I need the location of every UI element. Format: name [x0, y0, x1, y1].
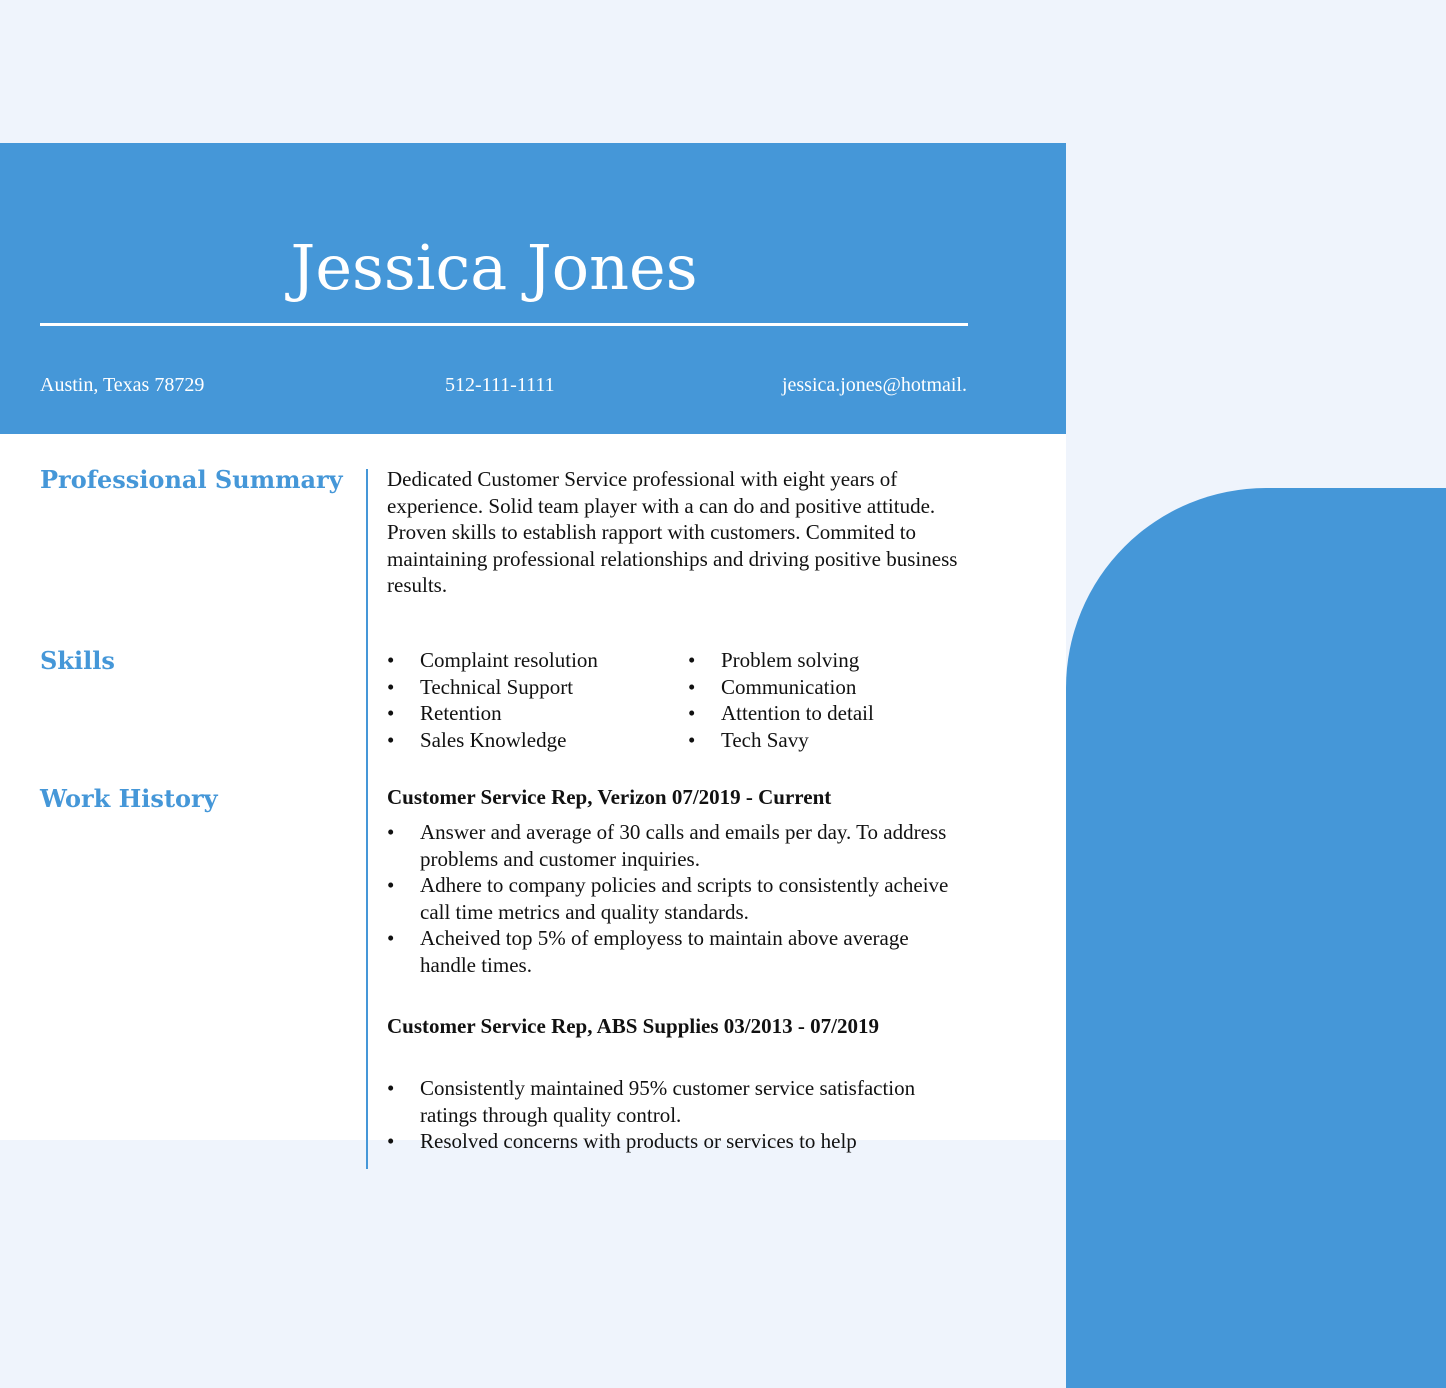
skill-item: • Sales Knowledge	[387, 727, 677, 754]
summary-text: Dedicated Customer Service professional with eight years of experience. Solid team player with a can do and positive attitude. Proven skills to establish rapport with customers. Commited to maintaining professional relationships and driving positive business results.	[387, 467, 958, 597]
skill-item: • Problem solving	[688, 647, 978, 674]
job-bullet: • Adhere to company policies and scripts to consistently acheive call time metrics and quality standards.	[387, 872, 962, 925]
contact-address: Austin, Texas 78729	[40, 374, 205, 396]
skill-item: • Attention to detail	[688, 700, 978, 727]
header-divider	[40, 323, 968, 326]
section-divider-line	[366, 469, 368, 1169]
skill-item: • Communication	[688, 674, 978, 701]
job-bullets	[387, 819, 962, 978]
job-bullet: • Acheived top 5% of employess to maintain above average handle times.	[387, 925, 962, 978]
decorative-blue-shape	[1066, 488, 1446, 1388]
job-bullet: • Answer and average of 30 calls and emails per day. To address problems and customer inquiries.	[387, 819, 962, 872]
skill-item: • Retention	[387, 700, 677, 727]
skill-item: • Complaint resolution	[387, 647, 677, 674]
skill-item: • Technical Support	[387, 674, 677, 701]
job-bullet: • Consistently maintained 95% customer service satisfaction ratings through quality control.	[387, 1075, 932, 1128]
skills-heading: Skills	[40, 646, 115, 675]
skill-item: • Tech Savy	[688, 727, 978, 754]
skills-list-left	[387, 647, 677, 753]
contact-email: jessica.jones@hotmail.	[781, 374, 967, 396]
job-title: Customer Service Rep, ABS Supplies 03/2013 - 07/2019	[387, 1014, 879, 1038]
summary-heading: Professional Summary	[40, 465, 343, 494]
candidate-name: Jessica Jones	[290, 231, 698, 304]
job-bullet: • Resolved concerns with products or services to help	[387, 1128, 932, 1155]
contact-phone: 512-111-1111	[445, 374, 555, 396]
job-bullets	[387, 1075, 932, 1155]
skills-list-right	[688, 647, 978, 753]
resume-header	[0, 143, 1066, 434]
job-title: Customer Service Rep, Verizon 07/2019 - Current	[387, 785, 832, 809]
work-history-heading: Work History	[40, 784, 218, 813]
resume-page	[0, 143, 1066, 1153]
